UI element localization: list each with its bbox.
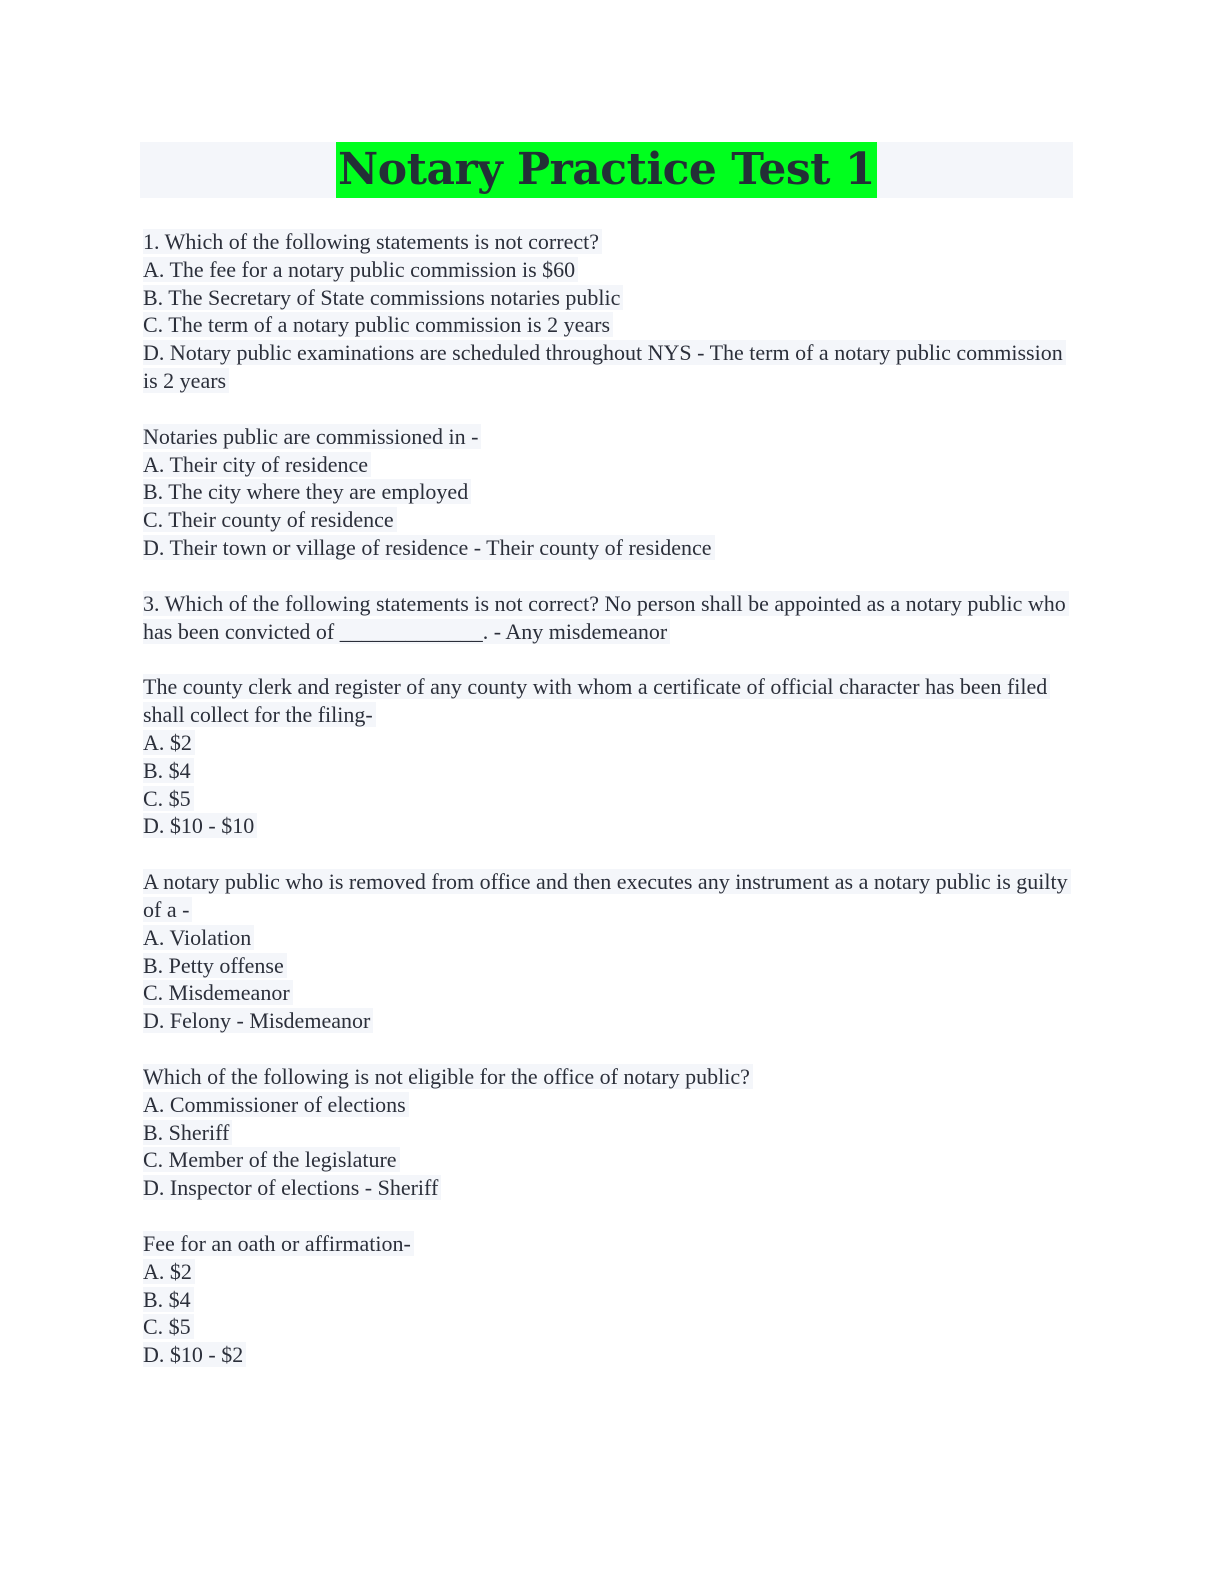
answer-option-text: D. Inspector of elections - Sheriff [143,1175,441,1200]
answer-option [143,924,1073,952]
answer-option-text: B. $4 [143,758,194,783]
answer-option-text: A. Their city of residence [143,452,371,477]
answer-option-text: A. $2 [143,1259,195,1284]
answer-option-text: B. Petty offense [143,953,287,978]
answer-option [143,1146,1073,1174]
question-block [143,1063,1073,1202]
answer-option-text: C. Member of the legislature [143,1147,400,1172]
question-block [143,590,1073,646]
answer-option [143,979,1073,1007]
question-block [143,228,1073,395]
answer-option [143,451,1073,479]
answer-option [143,1119,1073,1147]
question-text-content: 1. Which of the following statements is not correct? [143,229,602,254]
answer-option-text: A. $2 [143,730,195,755]
answer-option [143,1174,1073,1202]
answer-option-text: C. Their county of residence [143,507,397,532]
answer-option-text: A. The fee for a notary public commission is $60 [143,257,578,282]
answer-option-text: C. $5 [143,786,194,811]
question-list [140,228,1073,1369]
answer-option [143,311,1073,339]
answer-option [143,785,1073,813]
question-text [143,590,1073,646]
question-text-content: Fee for an oath or affirmation- [143,1231,414,1256]
answer-option [143,729,1073,757]
document-page [140,142,1073,1397]
answer-option-text: D. $10 - $2 [143,1342,246,1367]
answer-option-text: D. Notary public examinations are scheduled throughout NYS - The term of a notary public commission is 2 years [143,340,1066,393]
question-text-content: Which of the following is not eligible for the office of notary public? [143,1064,753,1089]
question-text [143,228,1073,256]
answer-option [143,478,1073,506]
answer-option-text: D. $10 - $10 [143,813,257,838]
answer-option [143,812,1073,840]
answer-option-text: B. The Secretary of State commissions notaries public [143,285,623,310]
answer-option [143,534,1073,562]
answer-option-text: A. Violation [143,925,254,950]
question-block [143,423,1073,562]
question-text-content: A notary public who is removed from office and then executes any instrument as a notary public is guilty of a - [143,869,1071,922]
question-text [143,868,1073,924]
answer-option [143,1341,1073,1369]
question-block [143,1230,1073,1369]
question-text-content: 3. Which of the following statements is not correct? No person shall be appointed as a notary public who has been convicted of _____________. - Any misdemeanor [143,591,1069,644]
question-text [143,1063,1073,1091]
answer-option [143,284,1073,312]
answer-option-text: A. Commissioner of elections [143,1092,409,1117]
answer-option [143,1286,1073,1314]
answer-option-text: D. Their town or village of residence - Their county of residence [143,535,715,560]
question-text [143,423,1073,451]
answer-option-text: B. Sheriff [143,1120,232,1145]
answer-option-text: C. $5 [143,1314,194,1339]
question-block [143,868,1073,1035]
answer-option [143,1313,1073,1341]
question-text [143,673,1073,729]
answer-option [143,952,1073,980]
answer-option [143,256,1073,284]
answer-option [143,1007,1073,1035]
answer-option [143,757,1073,785]
answer-option-text: C. The term of a notary public commission is 2 years [143,312,613,337]
answer-option [143,1258,1073,1286]
answer-option [143,339,1073,395]
title-band [140,142,1073,198]
answer-option-text: B. The city where they are employed [143,479,471,504]
question-text-content: The county clerk and register of any county with whom a certificate of official character has been filed shall collect for the filing- [143,674,1050,727]
question-text [143,1230,1073,1258]
answer-option [143,506,1073,534]
answer-option-text: C. Misdemeanor [143,980,293,1005]
question-block [143,673,1073,840]
answer-option [143,1091,1073,1119]
question-text-content: Notaries public are commissioned in - [143,424,481,449]
answer-option-text: B. $4 [143,1287,194,1312]
document-title: Notary Practice Test 1 [336,142,877,198]
answer-option-text: D. Felony - Misdemeanor [143,1008,373,1033]
